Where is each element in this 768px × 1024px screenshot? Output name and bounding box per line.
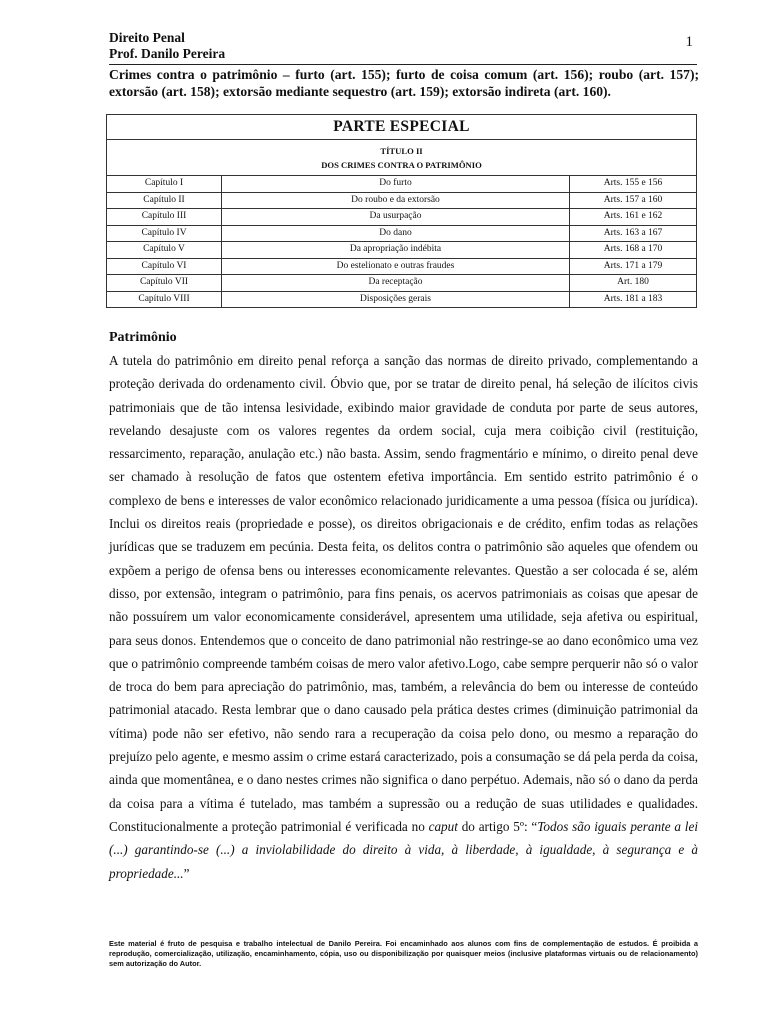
articles-cell: Art. 180 bbox=[570, 275, 697, 292]
paragraph-text-continued: do artigo 5º: “ bbox=[457, 818, 538, 834]
subject-cell: Do furto bbox=[222, 176, 570, 193]
subject-cell: Do estelionato e outras fraudes bbox=[222, 258, 570, 275]
table-row bbox=[107, 258, 697, 275]
table-row bbox=[107, 176, 697, 193]
table-row bbox=[107, 291, 697, 308]
articles-cell: Arts. 161 e 162 bbox=[570, 209, 697, 226]
table-row bbox=[107, 209, 697, 226]
table-row bbox=[107, 242, 697, 259]
articles-cell: Arts. 155 e 156 bbox=[570, 176, 697, 193]
table-row bbox=[107, 275, 697, 292]
body-paragraph bbox=[109, 349, 698, 885]
table-subtitle-line-2: DOS CRIMES CONTRA O PATRIMÔNIO bbox=[321, 160, 482, 170]
chapter-cell: Capítulo II bbox=[107, 192, 222, 209]
subject-cell: Do roubo e da extorsão bbox=[222, 192, 570, 209]
page-header bbox=[109, 30, 697, 62]
articles-cell: Arts. 181 a 183 bbox=[570, 291, 697, 308]
table-title-row bbox=[107, 115, 697, 140]
table-subtitle-line-1: TÍTULO II bbox=[380, 146, 423, 156]
header-divider bbox=[109, 64, 697, 65]
lesson-topics: Crimes contra o patrimônio – furto (art. 155); furto de coisa comum (art. 156); roubo (art. 157); extorsão (art. 158); extorsão mediante sequestro (art. 159); extorsão indireta (art. 160). bbox=[109, 67, 699, 99]
copyright-notice: Este material é fruto de pesquisa e trabalho intelectual de Danilo Pereira. Foi encaminhado aos alunos com fins de complementação de estudos. É proibida a reprodução, comercialização, utilização, encaminhamento, cópia, uso ou disponibilização por quaisquer meios (inclusive plataformas virtuais ou de relacionamento) sem autorização do Autor. bbox=[109, 939, 698, 968]
table-subtitle-row bbox=[107, 140, 697, 176]
subject-cell: Disposições gerais bbox=[222, 291, 570, 308]
code-structure-table bbox=[106, 114, 697, 308]
quote-close-mark: ” bbox=[183, 865, 190, 881]
subject-cell: Da usurpação bbox=[222, 209, 570, 226]
chapter-cell: Capítulo V bbox=[107, 242, 222, 259]
table-row bbox=[107, 225, 697, 242]
chapter-cell: Capítulo VII bbox=[107, 275, 222, 292]
subject-cell: Do dano bbox=[222, 225, 570, 242]
page-number: 1 bbox=[685, 34, 693, 50]
chapter-cell: Capítulo I bbox=[107, 176, 222, 193]
articles-cell: Arts. 157 a 160 bbox=[570, 192, 697, 209]
professor-name: Prof. Danilo Pereira bbox=[109, 46, 226, 61]
section-heading: Patrimônio bbox=[109, 330, 177, 345]
subject-cell: Da apropriação indébita bbox=[222, 242, 570, 259]
table-subtitle bbox=[107, 140, 697, 176]
articles-cell: Arts. 171 a 179 bbox=[570, 258, 697, 275]
articles-cell: Arts. 168 a 170 bbox=[570, 242, 697, 259]
constitution-quote: Todos são iguais perante a lei (...) garantindo-se (...) a inviolabilidade do direito à vida, à liberdade, à igualdade, à segurança e à propriedade... bbox=[109, 818, 698, 881]
chapter-cell: Capítulo VI bbox=[107, 258, 222, 275]
chapter-cell: Capítulo III bbox=[107, 209, 222, 226]
chapter-cell: Capítulo IV bbox=[107, 225, 222, 242]
caput-term: caput bbox=[428, 818, 458, 834]
course-title: Direito Penal bbox=[109, 30, 185, 45]
table-title: PARTE ESPECIAL bbox=[107, 115, 697, 140]
subject-cell: Da receptação bbox=[222, 275, 570, 292]
table-row bbox=[107, 192, 697, 209]
paragraph-text: A tutela do patrimônio em direito penal reforça a sanção das normas de direito privado, complementando a proteção derivada do ordenamento civil. Óbvio que, por se tratar de direito penal, há seleção de ilícitos civis patrimoniais que de tão intensa lesividade, exibindo maior gravidade de conduta por parte de seus autores, revelando desajuste com os valores regentes da ordem social, cuja mera coibição civil (restituição, ressarcimento, reparação, anulação etc.) não basta. Assim, sendo fragmentário e mínimo, o direito penal deve ser chamado à resolução de fatos que ostentem efetiva importância. Em sentido estrito patrimônio é o complexo de bens e interesses de valor econômico relacionado juridicamente a uma pessoa (física ou jurídica). Inclui os direitos reais (propriedade e posse), os direitos obrigacionais e de crédito, enfim todas as relações jurídicas que se traduzem em pecúnia. Desta feita, os delitos contra o patrimônio são aqueles que ofendem ou expõem a perigo de ofensa bens ou interesses economicamente relevantes. Questão a ser colocada é se, além disso, por extensão, integram o patrimônio, para fins penais, os acervos patrimoniais as coisas que apesar de não possuírem um valor economicamente considerável, apresentem uma utilidade, seja afetiva ou espiritual, para seus donos. Entendemos que o conceito de dano patrimonial não restringe-se ao dano econômico uma vez que o patrimônio compreende também coisas de mero valor afetivo.Logo, cabe sempre perquerir não só o valor de troca do bem para apreciação do patrimônio, mas, também, a relevância do bem ou interesse de conteúdo patrimonial atacado. Resta lembrar que o dano causado pela prática destes crimes (diminuição patrimonial da vítima) pode não ser efetivo, não sendo rara a recuperação da coisa pelo dono, ou mesmo a reparação do prejuízo pelo agente, e mesmo assim o crime estará caracterizado, pois a consumação se dá pela perda da coisa, ainda que momentânea, e o dano nestes crimes não significa o dano perpétuo. Ademais, não só o dano da perda da coisa para a vítima é tutelado, mas também a supressão ou a redução de suas utilidades e qualidades. Constitucionalmente a proteção patrimonial é verificada no bbox=[109, 353, 698, 834]
articles-cell: Arts. 163 a 167 bbox=[570, 225, 697, 242]
chapter-cell: Capítulo VIII bbox=[107, 291, 222, 308]
